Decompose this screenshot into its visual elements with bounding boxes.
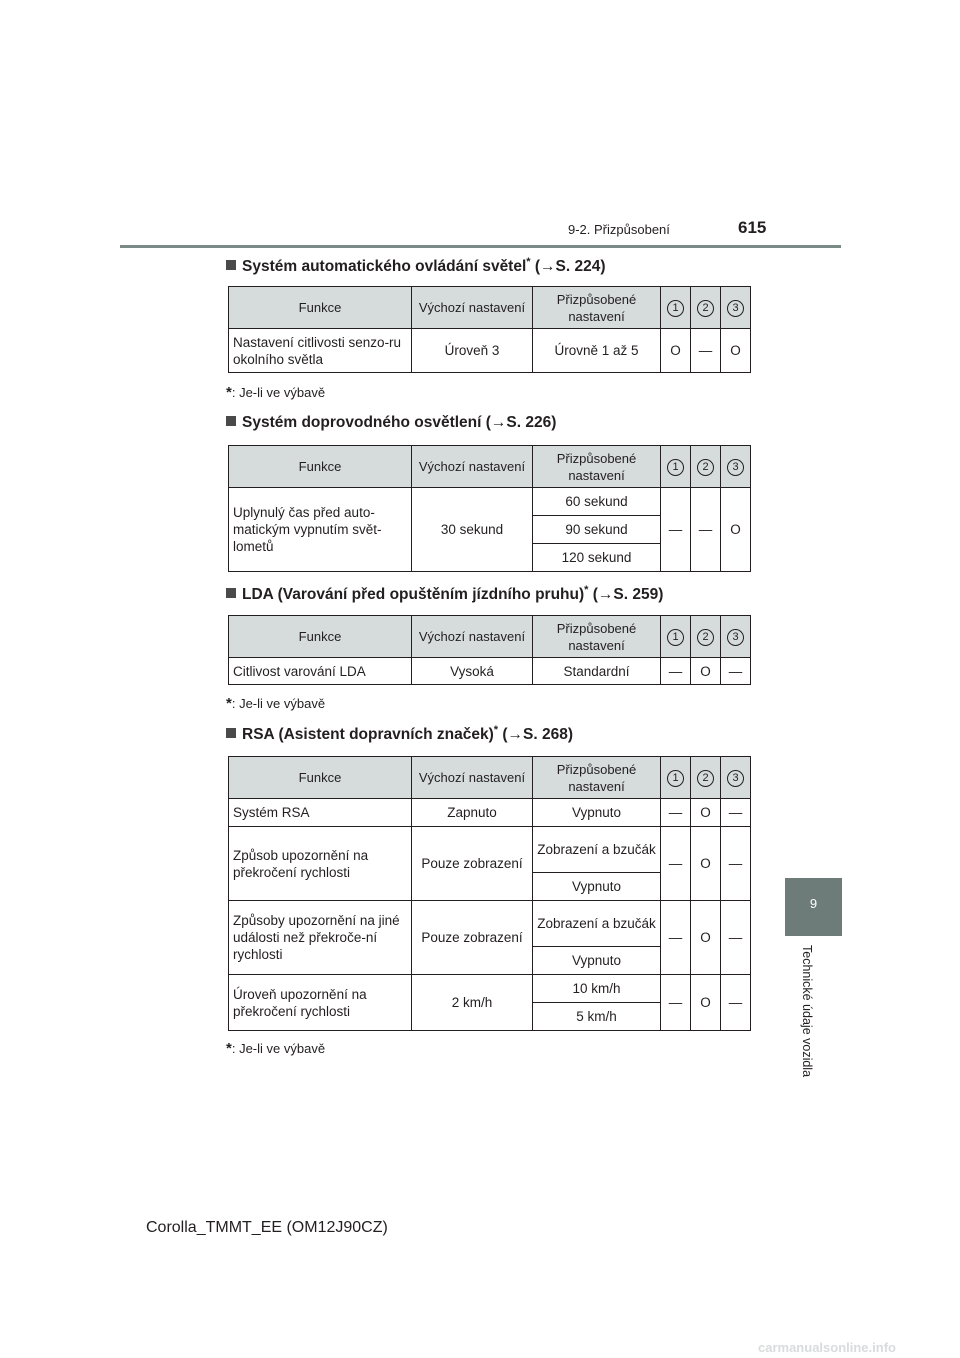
cell-function: Citlivost varování LDA: [229, 658, 412, 685]
cell-custom: 90 sekund: [533, 516, 661, 544]
cell-mark-1: —: [661, 827, 691, 901]
arrow-icon: →: [507, 726, 524, 744]
cell-custom: Vypnuto: [533, 799, 661, 827]
cell-mark-1: —: [661, 799, 691, 827]
cell-custom: Vypnuto: [533, 947, 661, 975]
table-row: [229, 329, 751, 373]
bullet-square-icon: [226, 260, 236, 270]
cell-mark-2: O: [691, 901, 721, 975]
cell-default: 30 sekund: [412, 488, 533, 572]
cell-custom: 60 sekund: [533, 488, 661, 516]
header-rule: [120, 245, 841, 248]
cell-mark-2: O: [691, 827, 721, 901]
circled-1-icon: 1: [667, 629, 684, 646]
cell-mark-2: O: [691, 975, 721, 1031]
circled-2-icon: 2: [697, 459, 714, 476]
col-default: Výchozí nastavení: [412, 446, 533, 488]
col-function: Funkce: [229, 287, 412, 329]
footer-model: Corolla_TMMT_EE (OM12J90CZ): [146, 1219, 388, 1236]
cell-function: Způsob upozornění na překročení rychlosti: [229, 827, 412, 901]
cell-custom: 5 km/h: [533, 1003, 661, 1031]
table-row: [229, 827, 751, 873]
footnote: *: Je-li ve výbavě: [226, 695, 326, 712]
heading-auto-lights: Systém automatického ovládání světel* (→S. 224): [226, 256, 606, 276]
cell-mark-3: —: [721, 901, 751, 975]
cell-function: Uplynulý čas před auto-matickým vypnutím svět-lometů: [229, 488, 412, 572]
bullet-square-icon: [226, 728, 236, 738]
circled-2-icon: 2: [697, 629, 714, 646]
col-function: Funkce: [229, 446, 412, 488]
section-title: 9-2. Přizpůsobení: [568, 222, 670, 237]
cell-default: Pouze zobrazení: [412, 901, 533, 975]
cell-mark-1: —: [661, 901, 691, 975]
table-auto-lights: [228, 286, 751, 373]
page-number: 615: [738, 218, 767, 237]
chapter-tab: [785, 878, 842, 936]
cell-mark-1: —: [661, 658, 691, 685]
heading-lda: LDA (Varování před opuštěním jízdního pruhu)* (→S. 259): [226, 584, 663, 604]
bullet-square-icon: [226, 588, 236, 598]
table-row: [229, 901, 751, 947]
col-function: Funkce: [229, 757, 412, 799]
cell-custom: Zobrazení a bzučák: [533, 827, 661, 873]
cell-default: 2 km/h: [412, 975, 533, 1031]
cell-default: Vysoká: [412, 658, 533, 685]
cell-mark-3: —: [721, 799, 751, 827]
heading-escort-lighting: Systém doprovodného osvětlení (→S. 226): [226, 414, 556, 432]
circled-1-icon: 1: [667, 770, 684, 787]
cell-mark-3: —: [721, 975, 751, 1031]
circled-3-icon: 3: [727, 770, 744, 787]
arrow-icon: →: [597, 586, 614, 604]
cell-mark-3: —: [721, 658, 751, 685]
cell-mark-1: —: [661, 975, 691, 1031]
table-lda: [228, 615, 751, 685]
col-custom: Přizpůsobené nastavení: [533, 446, 661, 488]
cell-custom: Standardní: [533, 658, 661, 685]
footnote: *: Je-li ve výbavě: [226, 1040, 326, 1057]
chapter-label: Technické údaje vozidla: [800, 945, 814, 1078]
cell-mark-2: —: [691, 329, 721, 373]
cell-mark-3: O: [721, 329, 751, 373]
col-default: Výchozí nastavení: [412, 616, 533, 658]
col-default: Výchozí nastavení: [412, 287, 533, 329]
col-custom: Přizpůsobené nastavení: [533, 757, 661, 799]
circled-3-icon: 3: [727, 300, 744, 317]
table-row: [229, 658, 751, 685]
cell-default: Úroveň 3: [412, 329, 533, 373]
table-row: [229, 488, 751, 516]
cell-custom: Vypnuto: [533, 873, 661, 901]
footnote: *: Je-li ve výbavě: [226, 384, 326, 401]
bullet-square-icon: [226, 416, 236, 426]
cell-mark-3: —: [721, 827, 751, 901]
col-function: Funkce: [229, 616, 412, 658]
arrow-icon: →: [540, 258, 556, 276]
cell-function: Úroveň upozornění na překročení rychlosti: [229, 975, 412, 1031]
col-custom: Přizpůsobené nastavení: [533, 287, 661, 329]
cell-mark-2: O: [691, 658, 721, 685]
cell-function: Systém RSA: [229, 799, 412, 827]
cell-custom: Úrovně 1 až 5: [533, 329, 661, 373]
circled-3-icon: 3: [727, 459, 744, 476]
watermark: carmanualsonline.info: [758, 1340, 896, 1355]
heading-rsa: RSA (Asistent dopravních značek)* (→S. 268): [226, 724, 573, 744]
cell-function: Způsoby upozornění na jiné události než překroče-ní rychlosti: [229, 901, 412, 975]
table-row: [229, 799, 751, 827]
table-escort-lighting: [228, 445, 751, 572]
cell-default: Zapnuto: [412, 799, 533, 827]
circled-2-icon: 2: [697, 770, 714, 787]
circled-1-icon: 1: [667, 459, 684, 476]
table-rsa: [228, 756, 751, 1031]
table-row: [229, 975, 751, 1003]
col-custom: Přizpůsobené nastavení: [533, 616, 661, 658]
cell-custom: Zobrazení a bzučák: [533, 901, 661, 947]
circled-3-icon: 3: [727, 629, 744, 646]
cell-mark-1: O: [661, 329, 691, 373]
cell-mark-2: —: [691, 488, 721, 572]
cell-mark-1: —: [661, 488, 691, 572]
cell-function: Nastavení citlivosti senzo-ru okolního světla: [229, 329, 412, 373]
circled-1-icon: 1: [667, 300, 684, 317]
circled-2-icon: 2: [697, 300, 714, 317]
cell-custom: 10 km/h: [533, 975, 661, 1003]
cell-mark-2: O: [691, 799, 721, 827]
arrow-icon: →: [490, 414, 507, 431]
col-default: Výchozí nastavení: [412, 757, 533, 799]
cell-default: Pouze zobrazení: [412, 827, 533, 901]
chapter-number: 9: [809, 896, 818, 911]
cell-mark-3: O: [721, 488, 751, 572]
cell-custom: 120 sekund: [533, 544, 661, 572]
